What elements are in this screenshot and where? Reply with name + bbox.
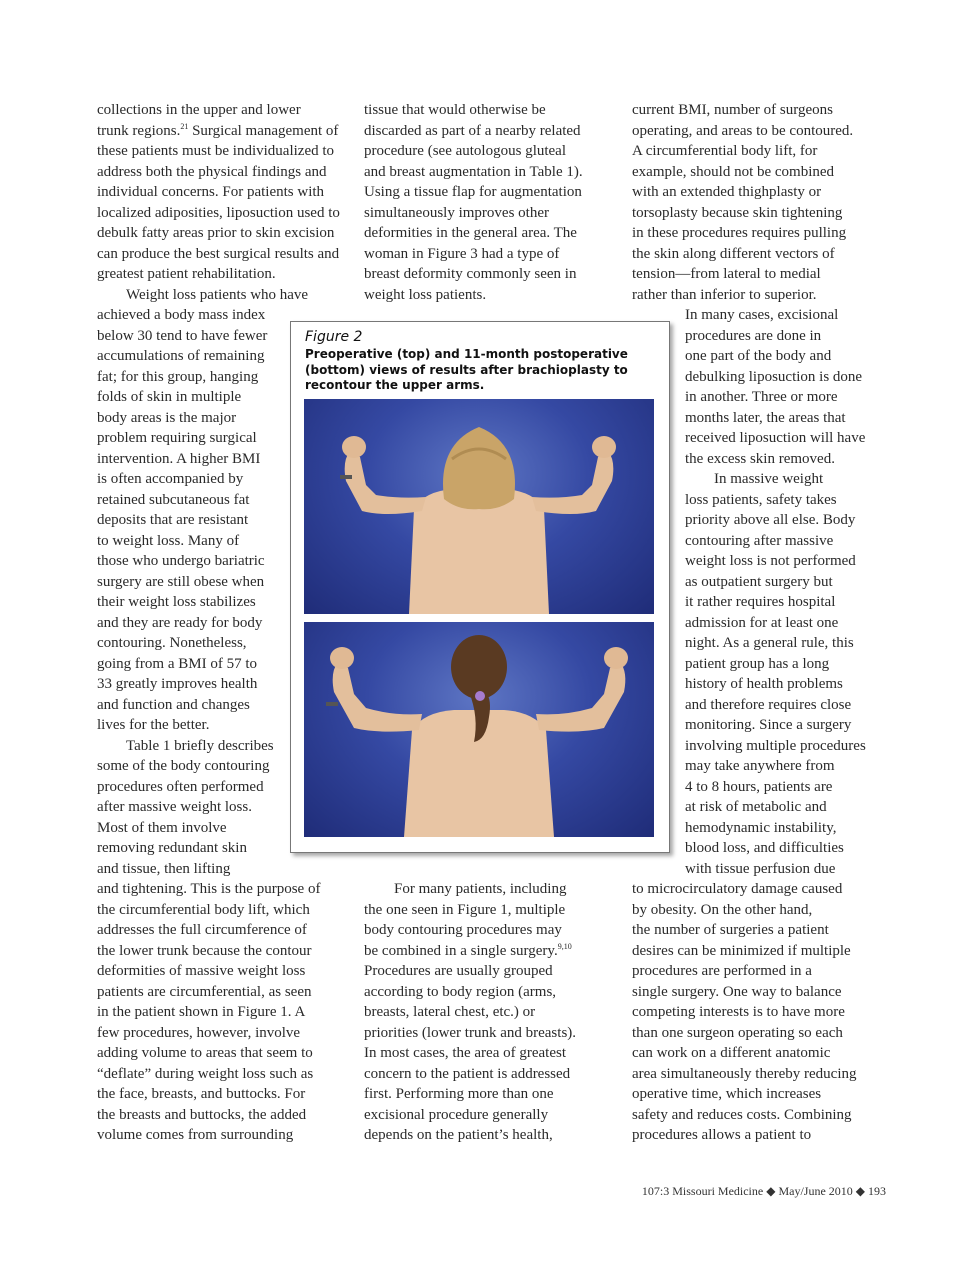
text-line: problem requiring surgical — [97, 430, 257, 446]
text-line: some of the body contouring — [97, 758, 270, 774]
text-line: In massive weight — [714, 471, 824, 487]
figure-caption: Preoperative (top) and 11-month postoperative (bottom) views of results after brachioplasty to recontour the upper arms. — [305, 347, 628, 392]
text-line: than one surgeon operating so each — [632, 1024, 843, 1041]
text-line: the breasts and buttocks, the added — [97, 1106, 307, 1123]
text-line: loss patients, safety takes — [685, 491, 837, 508]
text-line: debulk fatty areas prior to skin excision — [97, 225, 335, 241]
text-fragment: Surgical management of — [188, 122, 339, 139]
text-line: trunk regions.$^{21}$ Surgical management of — [97, 121, 339, 139]
text-line: example, should not be combined — [632, 163, 835, 180]
text-line: involving multiple procedures — [685, 737, 866, 754]
text-line: the excess skin removed. — [685, 450, 835, 467]
text-line: “deflate” during weight loss such as — [97, 1065, 314, 1082]
text-line: going from a BMI of 57 to — [97, 655, 257, 672]
text-line: addresses the full circumference of — [97, 922, 307, 938]
text-line: retained subcutaneous fat — [97, 491, 250, 508]
text-line: in another. Three or more — [685, 389, 838, 405]
text-line: night. As a general rule, this — [685, 635, 854, 651]
preoperative-photo-drawing — [304, 399, 654, 614]
text-line: Most of them involve — [97, 819, 227, 836]
text-line: surgery are still obese when — [97, 573, 265, 590]
text-line: those who undergo bariatric — [97, 553, 265, 569]
text-line: their weight loss stabilizes — [97, 594, 256, 610]
text-line: at risk of metabolic and — [685, 799, 827, 815]
preoperative-photo — [304, 399, 654, 614]
text-line: in these procedures requires pulling — [632, 225, 847, 241]
postoperative-photo — [304, 622, 654, 837]
text-line: and tissue, then lifting — [97, 860, 231, 877]
text-line: In most cases, the area of greatest — [364, 1045, 566, 1061]
text-line: folds of skin in multiple — [97, 389, 242, 405]
text-line: removing redundant skin — [97, 840, 247, 856]
text-line: and breast augmentation in Table 1). — [364, 163, 583, 180]
text-line: weight loss patients. — [364, 286, 487, 303]
page-footer: 107:3 Missouri Medicine ◆ May/June 2010 ◆ 193 — [641, 1184, 886, 1198]
text-line: to weight loss. Many of — [97, 532, 240, 549]
text-line: deposits that are resistant — [97, 512, 249, 528]
text-line: procedures are performed in a — [632, 963, 812, 979]
text-line: intervention. A higher BMI — [97, 450, 261, 467]
text-line: procedures often performed — [97, 778, 264, 795]
text-line: greatest patient rehabilitation. — [97, 266, 276, 282]
text-line: priorities (lower trunk and breasts). — [364, 1024, 577, 1041]
text-line: the one seen in Figure 1, multiple — [364, 901, 566, 918]
text-line: by obesity. On the other hand, — [632, 901, 813, 918]
text-line: rather than inferior to superior. — [632, 286, 817, 303]
text-line: with tissue perfusion due — [685, 860, 836, 877]
text-line: desires can be minimized if multiple — [632, 942, 851, 959]
text-line: Weight loss patients who have — [126, 286, 309, 303]
text-line: and function and changes — [97, 696, 250, 713]
text-line: Table 1 briefly describes — [126, 737, 274, 754]
figure-title: Figure 2 — [305, 329, 363, 345]
text-line: localized adiposities, liposuction used to — [97, 204, 340, 221]
text-line: area simultaneously thereby reducing — [632, 1065, 857, 1082]
text-line: the number of surgeries a patient — [632, 922, 829, 938]
text-line: lives for the better. — [97, 717, 210, 733]
text-line: months later, the areas that — [685, 409, 846, 426]
text-line: patients are circumferential, as seen — [97, 983, 312, 1000]
text-line: In many cases, excisional — [685, 307, 839, 323]
text-line: Procedures are usually grouped — [364, 963, 553, 979]
text-line: may take anywhere from — [685, 758, 835, 774]
text-line: volume comes from surrounding — [97, 1127, 294, 1143]
text-line: body areas is the major — [97, 409, 237, 426]
text-line: the face, breasts, and buttocks. For — [97, 1086, 306, 1102]
citation-superscript: 21 — [180, 121, 189, 131]
text-line: contouring. Nonetheless, — [97, 635, 247, 651]
text-line: weight loss is not performed — [685, 553, 856, 569]
text-line: with an extended thighplasty or — [632, 184, 822, 200]
text-line: below 30 tend to have fewer — [97, 327, 268, 344]
text-line: and tightening. This is the purpose of — [97, 881, 321, 897]
text-line: concern to the patient is addressed — [364, 1065, 571, 1082]
text-line: operating, and areas to be contoured. — [632, 122, 854, 139]
text-line: body contouring procedures may — [364, 922, 562, 938]
text-line: adding volume to areas that seem to — [97, 1045, 313, 1061]
text-line: first. Performing more than one — [364, 1086, 554, 1102]
text-line: history of health problems — [685, 676, 843, 692]
text-line: contouring after massive — [685, 532, 834, 549]
text-line: deformities of massive weight loss — [97, 963, 306, 979]
text-line: one part of the body and — [685, 348, 832, 364]
text-line: tension—from lateral to medial — [632, 266, 821, 282]
text-line: procedures allows a patient to — [632, 1127, 812, 1143]
text-line: is often accompanied by — [97, 471, 244, 487]
text-line: it rather requires hospital — [685, 594, 836, 610]
text-line: competing interests is to have more — [632, 1004, 845, 1020]
text-line: torsoplasty because skin tightening — [632, 204, 843, 221]
text-line: these patients must be individualized to — [97, 143, 335, 159]
text-line: and therefore requires close — [685, 696, 852, 713]
postoperative-photo-drawing — [304, 622, 654, 837]
text-line: achieved a body mass index — [97, 307, 266, 323]
text-line: received liposuction will have — [685, 430, 866, 446]
text-line: according to body region (arms, — [364, 983, 557, 1000]
text-line: individual concerns. For patients with — [97, 184, 325, 200]
text-line: be combined in a single surgery.$^{9,10}$ — [364, 941, 572, 959]
text-line: current BMI, number of surgeons — [632, 102, 833, 118]
text-line: in the patient shown in Figure 1. A — [97, 1004, 306, 1020]
text-line: admission for at least one — [685, 614, 839, 631]
text-line: discarded as part of a nearby related — [364, 122, 581, 139]
text-line: can produce the best surgical results and — [97, 245, 340, 262]
text-line: fat; for this group, hanging — [97, 368, 259, 385]
text-line: blood loss, and difficulties — [685, 840, 844, 856]
text-line: the lower trunk because the contour — [97, 942, 312, 959]
text-line: procedure (see autologous gluteal — [364, 143, 567, 159]
text-line: the circumferential body lift, which — [97, 901, 310, 918]
text-line: the skin along different vectors of — [632, 245, 835, 262]
text-line: debulking liposuction is done — [685, 368, 863, 385]
text-line: after massive weight loss. — [97, 799, 252, 815]
text-line: can work on a different anatomic — [632, 1045, 831, 1061]
text-line: few procedures, however, involve — [97, 1024, 301, 1041]
text-line: accumulations of remaining — [97, 348, 265, 364]
text-line: woman in Figure 3 had a type of — [364, 245, 560, 262]
text-line: operative time, which increases — [632, 1086, 822, 1102]
text-line: monitoring. Since a surgery — [685, 717, 852, 733]
text-line: hemodynamic instability, — [685, 819, 837, 836]
text-line: depends on the patient’s health, — [364, 1127, 553, 1143]
text-line: 33 greatly improves health — [97, 676, 258, 692]
text-line: single surgery. One way to balance — [632, 983, 842, 1000]
text-line: procedures are done in — [685, 327, 822, 344]
text-line: and they are ready for body — [97, 614, 263, 631]
text-line: breast deformity commonly seen in — [364, 266, 577, 282]
text-line: deformities in the general area. The — [364, 225, 577, 241]
text-line: to microcirculatory damage caused — [632, 881, 843, 897]
text-line: 4 to 8 hours, patients are — [685, 778, 833, 795]
text-line: excisional procedure generally — [364, 1106, 549, 1123]
text-line: breasts, lateral chest, etc.) or — [364, 1004, 536, 1020]
text-line: safety and reduces costs. Combining — [632, 1106, 852, 1123]
figure-2-box — [290, 321, 670, 853]
text-line: Using a tissue flap for augmentation — [364, 184, 582, 200]
citation-superscript: 9,10 — [557, 941, 572, 951]
text-line: priority above all else. Body — [685, 512, 856, 528]
text-line: as outpatient surgery but — [685, 573, 833, 590]
text-line: For many patients, including — [394, 881, 567, 897]
text-line: collections in the upper and lower — [97, 102, 301, 118]
text-line: A circumferential body lift, for — [632, 143, 818, 159]
text-line: address both the physical findings and — [97, 163, 327, 180]
text-line: simultaneously improves other — [364, 204, 549, 221]
text-line: patient group has a long — [685, 655, 830, 672]
text-line: tissue that would otherwise be — [364, 102, 546, 118]
